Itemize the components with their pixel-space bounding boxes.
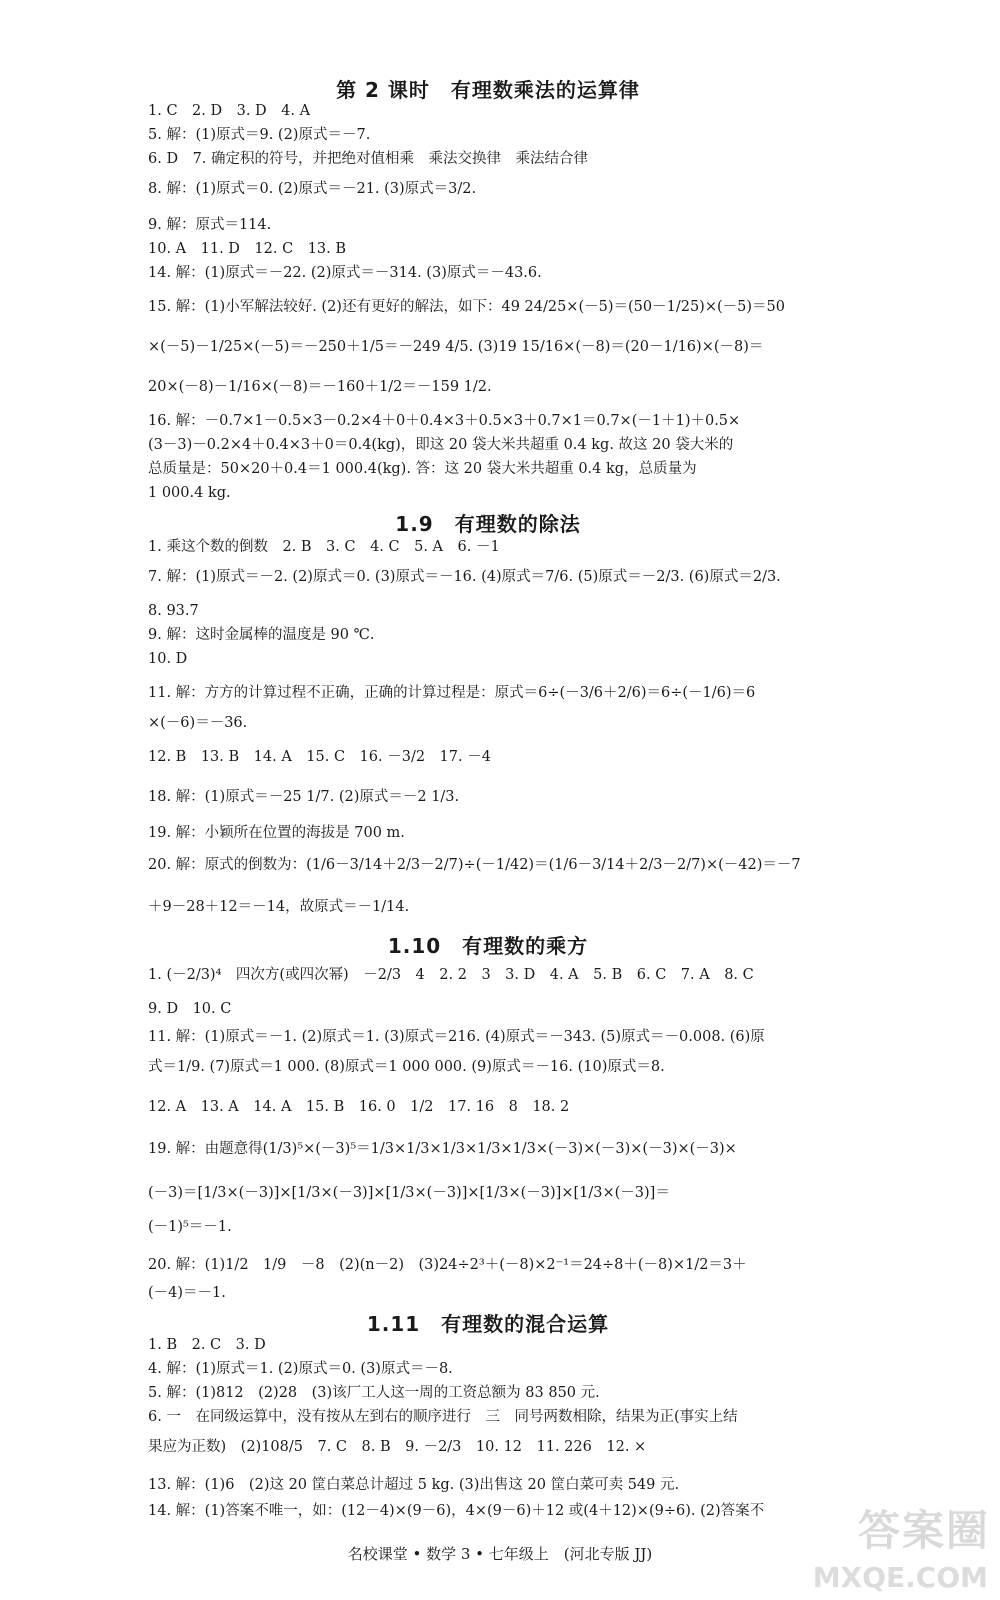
- answer-line: 8. 解：(1)原式＝0. (2)原式＝－21. (3)原式＝3/2.: [148, 181, 477, 197]
- answer-line: 12. B 13. B 14. A 15. C 16. －3/2 17. －4: [148, 749, 491, 765]
- answer-line: 1. B 2. C 3. D: [148, 1337, 266, 1353]
- answer-line: 10. D: [148, 651, 188, 667]
- answer-line: ×(－6)＝－36.: [148, 715, 248, 731]
- answer-line: 7. 解：(1)原式＝－2. (2)原式＝0. (3)原式＝－16. (4)原式＝7/6. (5)原式＝－2/3. (6)原式＝2/3.: [148, 569, 781, 585]
- answer-line: 总质量是：50×20＋0.4＝1 000.4(kg). 答：这 20 袋大米共超重 0.4 kg，总质量为: [148, 461, 697, 477]
- answer-line: 1 000.4 kg.: [148, 485, 231, 501]
- answer-line: 5. 解：(1)812 (2)28 (3)该厂工人这一周的工资总额为 83 850 元.: [148, 1385, 600, 1401]
- answer-line: 1. C 2. D 3. D 4. A: [148, 103, 311, 119]
- watermark-logo: 答案圈: [857, 1506, 990, 1555]
- answer-line: 5. 解：(1)原式＝9. (2)原式＝－7.: [148, 127, 371, 143]
- answer-line: 式＝1/9. (7)原式＝1 000. (8)原式＝1 000 000. (9)原式＝－16. (10)原式＝8.: [148, 1059, 665, 1075]
- section-title: 1.11 有理数的混合运算: [366, 1312, 610, 1336]
- section-title: 1.9 有理数的除法: [395, 512, 581, 536]
- answer-line: 果应为正数) (2)108/5 7. C 8. B 9. －2/3 10. 12 11. 226 12. ×: [148, 1439, 647, 1455]
- page-footer: 名校课堂 • 数学 3 • 七年级上 (河北专版 JJ): [347, 1545, 653, 1563]
- section-title: 第 2 课时 有理数乘法的运算律: [336, 78, 640, 102]
- answer-line: 11. 解：(1)原式＝－1. (2)原式＝1. (3)原式＝216. (4)原式＝－343. (5)原式＝－0.008. (6)原: [148, 1029, 765, 1045]
- answer-line: (－4)＝－1.: [148, 1285, 226, 1301]
- answer-line: 12. A 13. A 14. A 15. B 16. 0 1/2 17. 16 8 18. 2: [148, 1099, 570, 1115]
- answer-line: ×(－5)－1/25×(－5)＝－250＋1/5＝－249 4/5. (3)19 15/16×(－8)＝(20－1/16)×(－8)＝: [148, 339, 764, 355]
- answer-line: 1. 乘这个数的倒数 2. B 3. C 4. C 5. A 6. －1: [148, 539, 500, 555]
- answer-line: 8. 93.7: [148, 603, 199, 619]
- answer-line: 15. 解：(1)小军解法较好. (2)还有更好的解法，如下：49 24/25×(－5)＝(50－1/25)×(－5)＝50: [148, 299, 785, 315]
- answer-line: 18. 解：(1)原式＝－25 1/7. (2)原式＝－2 1/3.: [148, 789, 460, 805]
- answer-line: 9. 解：这时金属棒的温度是 90 ℃.: [148, 627, 375, 643]
- answer-line: 11. 解：方方的计算过程不正确，正确的计算过程是：原式＝6÷(－3/6＋2/6)＝6÷(－1/6)＝6: [148, 685, 756, 701]
- answer-line: 9. D 10. C: [148, 1001, 232, 1017]
- answer-line: 4. 解：(1)原式＝1. (2)原式＝0. (3)原式＝－8.: [148, 1361, 453, 1377]
- watermark-url: MXQE.COM: [812, 1561, 988, 1594]
- answer-line: 16. 解：－0.7×1－0.5×3－0.2×4＋0＋0.4×3＋0.5×3＋0.7×1＝0.7×(－1＋1)＋0.5×: [148, 413, 741, 429]
- answer-line: 6. D 7. 确定积的符号，并把绝对值相乘 乘法交换律 乘法结合律: [148, 151, 589, 167]
- answer-line: 1. (－2/3)⁴ 四次方(或四次幂) －2/3 4 2. 2 3 3. D 4. A 5. B 6. C 7. A 8. C: [148, 967, 754, 983]
- answer-line: 14. 解：(1)答案不唯一，如：(12－4)×(9－6)，4×(9－6)＋12 或(4＋12)×(9÷6). (2)答案不: [148, 1503, 765, 1519]
- answer-line: (－3)＝[1/3×(－3)]×[1/3×(－3)]×[1/3×(－3)]×[1/3×(－3)]×[1/3×(－3)]＝: [148, 1185, 670, 1201]
- answer-line: 13. 解：(1)6 (2)这 20 筐白菜总计超过 5 kg. (3)出售这 20 筐白菜可卖 549 元.: [148, 1477, 680, 1493]
- answer-line: (3－3)－0.2×4＋0.4×3＋0＝0.4(kg)，即这 20 袋大米共超重 0.4 kg. 故这 20 袋大米的: [148, 437, 734, 453]
- answer-line: 9. 解：原式＝114.: [148, 217, 272, 233]
- answer-line: 19. 解：小颖所在位置的海拔是 700 m.: [148, 825, 405, 841]
- answer-line: (－1)⁵＝－1.: [148, 1219, 232, 1235]
- answer-line: 6. 一 在同级运算中，没有按从左到右的顺序进行 三 同号两数相除，结果为正(事实上结: [148, 1409, 738, 1425]
- answer-line: 10. A 11. D 12. C 13. B: [148, 241, 347, 257]
- answer-line: 20×(－8)－1/16×(－8)＝－160＋1/2＝－159 1/2.: [148, 379, 492, 395]
- answer-line: ＋9－28＋12＝－14，故原式＝－1/14.: [148, 899, 410, 915]
- answer-line: 20. 解：原式的倒数为：(1/6－3/14＋2/3－2/7)÷(－1/42)＝(1/6－3/14＋2/3－2/7)×(－42)＝－7: [148, 857, 801, 873]
- answer-line: 14. 解：(1)原式＝－22. (2)原式＝－314. (3)原式＝－43.6.: [148, 265, 542, 281]
- answer-line: 20. 解：(1)1/2 1/9 －8 (2)(n－2) (3)24÷2³＋(－8)×2⁻¹＝24÷8＋(－8)×1/2＝3＋: [148, 1257, 747, 1273]
- answer-line: 19. 解：由题意得(1/3)⁵×(－3)⁵＝1/3×1/3×1/3×1/3×1/3×(－3)×(－3)×(－3)×(－3)×: [148, 1141, 737, 1157]
- section-title: 1.10 有理数的乘方: [387, 934, 589, 958]
